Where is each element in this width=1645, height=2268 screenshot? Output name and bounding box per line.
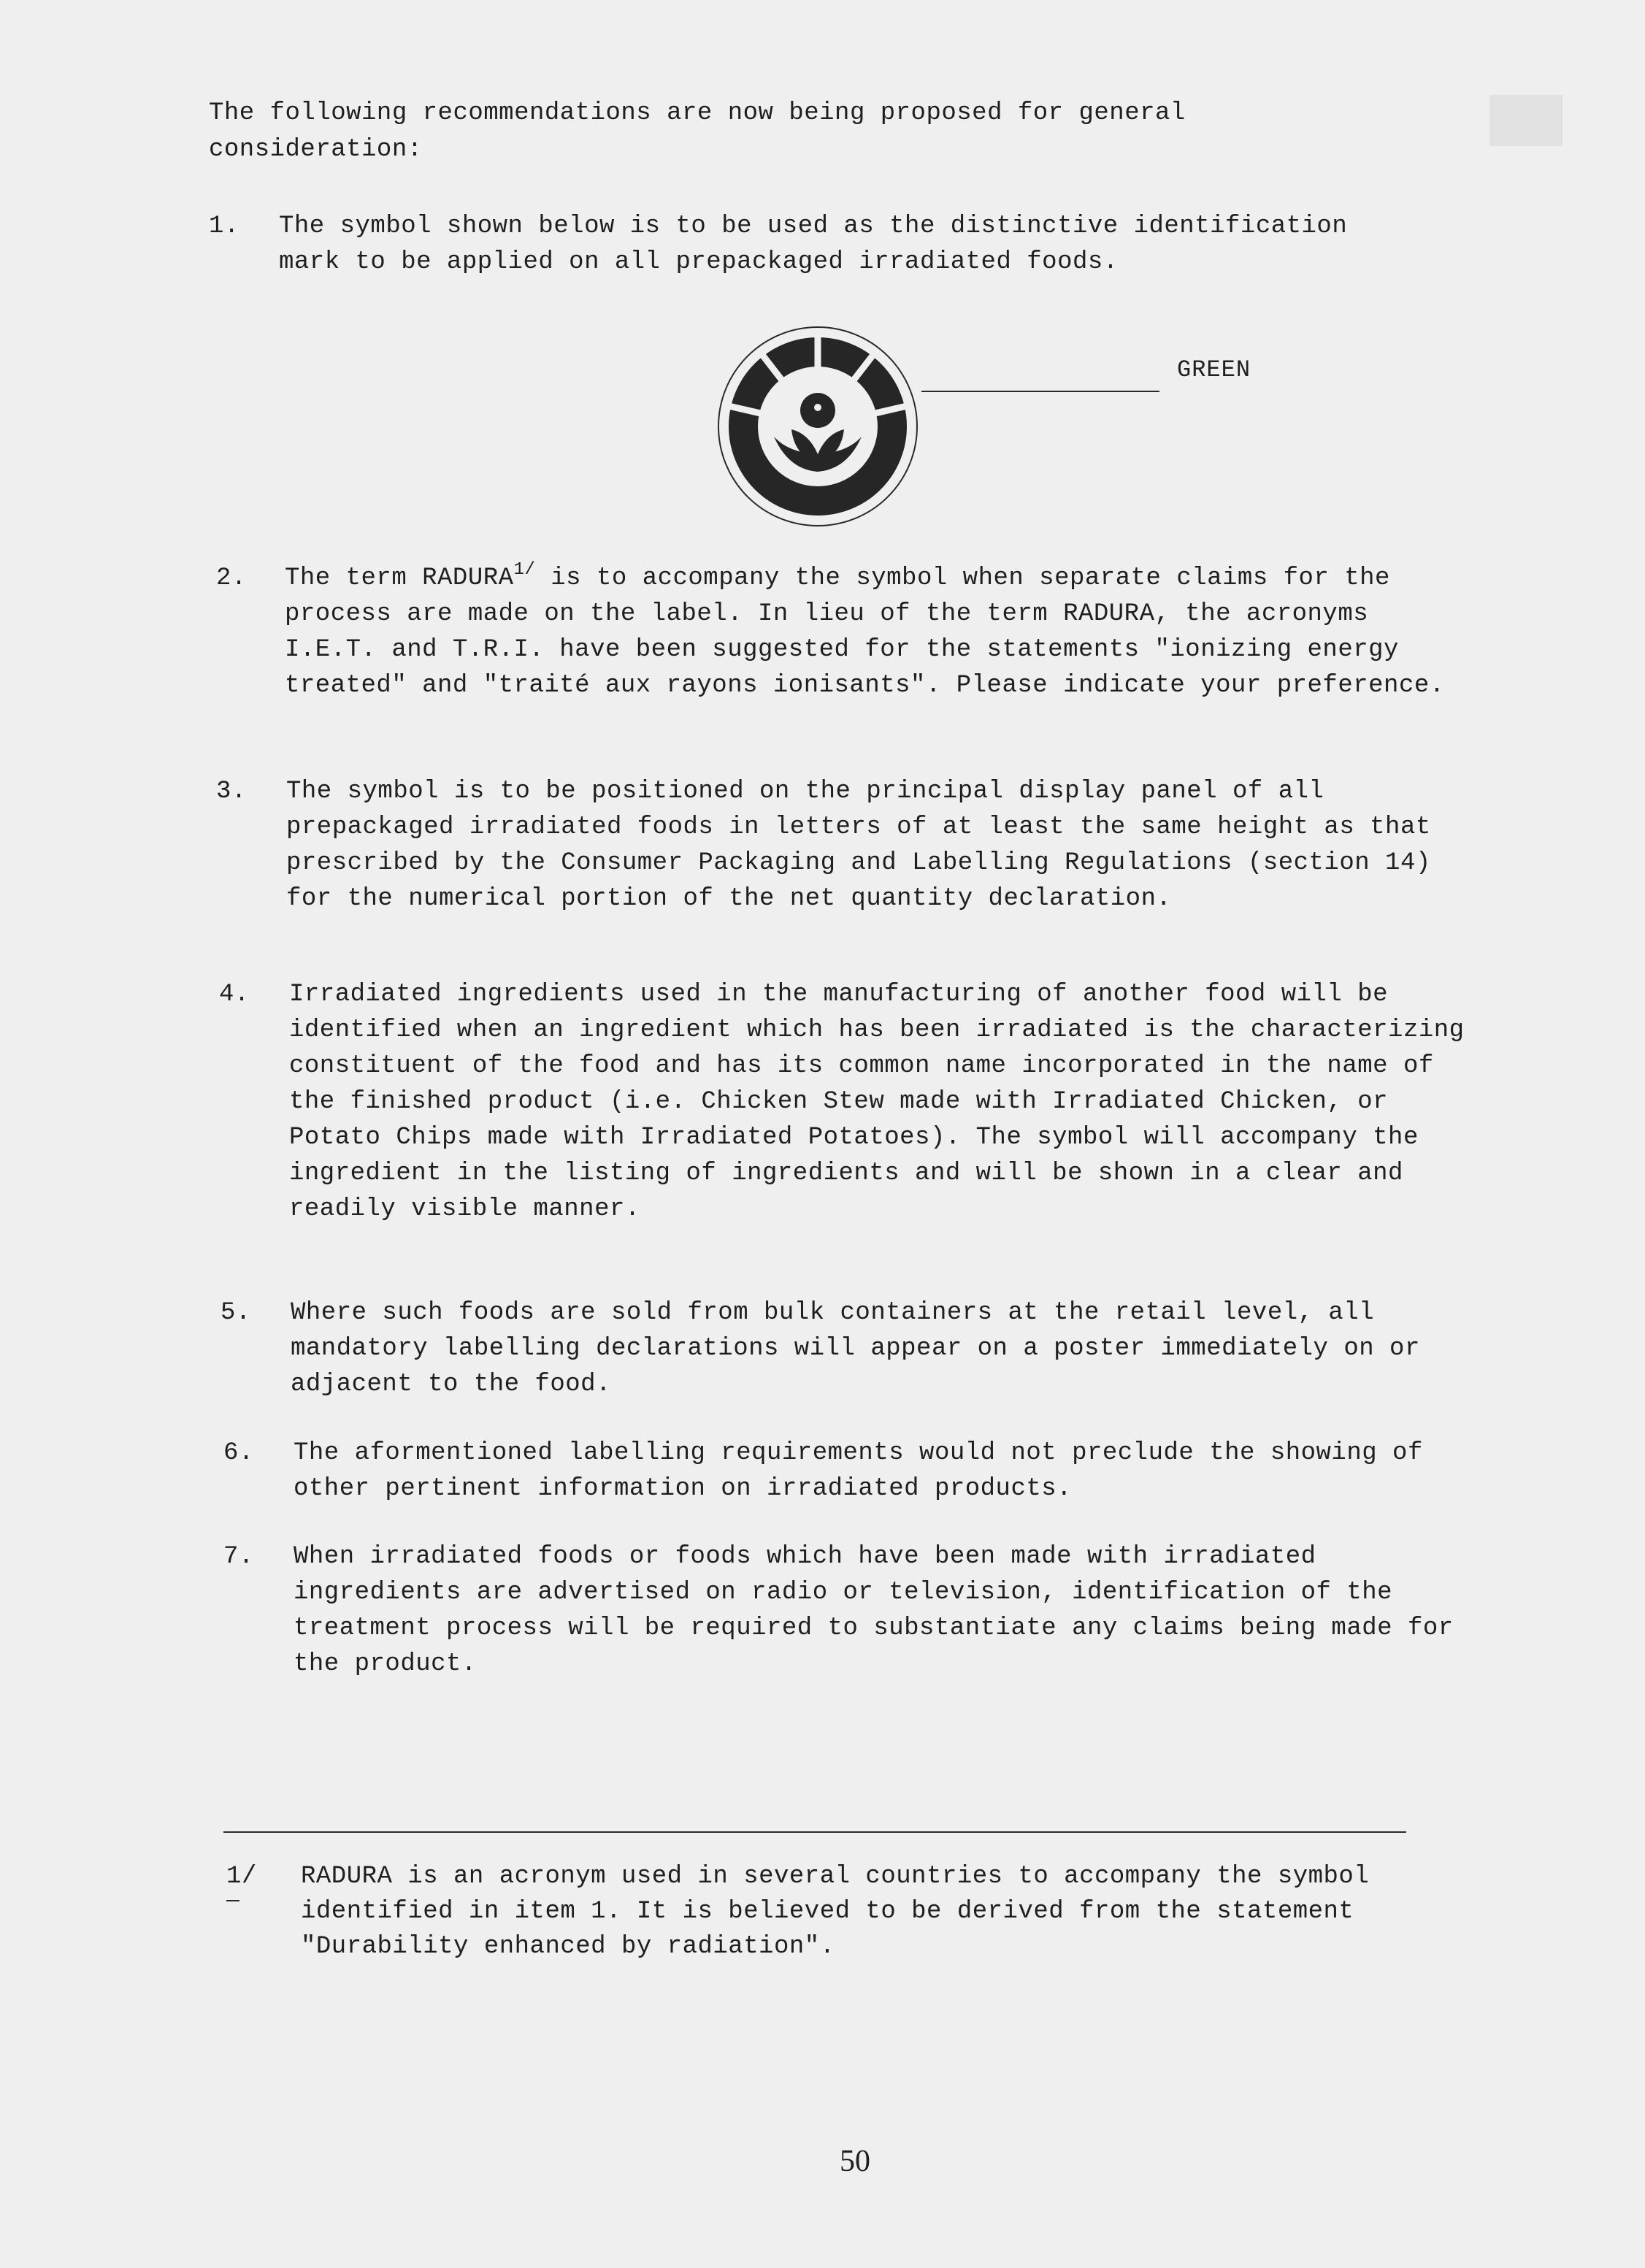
radura-symbol-icon	[716, 320, 927, 532]
item-number: 5.	[221, 1299, 251, 1327]
item-text: The symbol shown below is to be used as the distinctive identification mark to be applied on all prepackaged irradiated foods.	[279, 212, 1348, 276]
footnote-mark-underline	[226, 1900, 239, 1901]
footnote-mark: 1/	[226, 1863, 257, 1890]
item-text-lead: The term RADURA	[285, 564, 514, 592]
footnote-reference: 1/	[513, 560, 536, 580]
item-text: Irradiated ingredients used in the manufacturing of another food will be identified when an ingredient which has been irradiated is the characterizing constituent of the food and has its common name incorporated in the name of the finished product (i.e. Chicken Stew made with Irradiated Chicken, or Potato Chips made with Irradiated Potatoes). The symbol will accompany the ingredient in the listing of ingredients and will be shown in a clear and readily visible manner.	[289, 981, 1465, 1223]
item-number: 6.	[223, 1439, 254, 1467]
item-number: 1.	[209, 212, 239, 240]
bleed-through-flag-mark	[1489, 95, 1562, 146]
item-number: 7.	[223, 1543, 254, 1571]
symbol-leader-line	[921, 391, 1159, 392]
item-text: When irradiated foods or foods which have been made with irradiated ingredients are advertised on radio or television, identification of the treatment process will be required to substantiate any claims being made for the product.	[294, 1543, 1454, 1678]
footnote-text: RADURA is an acronym used in several countries to accompany the symbol identified in item 1. It is believed to be derived from the statement "Durability enhanced by radiation".	[301, 1863, 1370, 1961]
footnote-divider	[223, 1831, 1406, 1833]
item-number: 2.	[216, 564, 247, 592]
item-text: Where such foods are sold from bulk containers at the retail level, all mandatory labelling declarations will appear on a poster immediately on or adjacent to the food.	[291, 1299, 1420, 1398]
symbol-color-label: GREEN	[1177, 356, 1251, 383]
item-text: The symbol is to be positioned on the principal display panel of all prepackaged irradiated foods in letters of at least the same height as that prescribed by the Consumer Packaging and Labelling Regulations (section 14) for the numerical portion of the net quantity declaration.	[286, 778, 1431, 913]
item-text-rest: is to accompany the symbol when separate claims for the process are made on the label. In lieu of the term RADURA, the acronyms I.E.T. and T.R.I. have been suggested for the statements "ionizing energy treated" and "traité aux rayons ionisants". Please indicate your preference.	[285, 564, 1445, 700]
item-number: 3.	[216, 778, 247, 805]
page-number: 50	[840, 2145, 870, 2178]
item-text: The aformentioned labelling requirements would not preclude the showing of other pertinent information on irradiated products.	[294, 1439, 1423, 1503]
item-number: 4.	[219, 981, 250, 1008]
intro-paragraph: The following recommendations are now being proposed for general consideration:	[209, 99, 1186, 164]
item-text	[285, 561, 1453, 704]
